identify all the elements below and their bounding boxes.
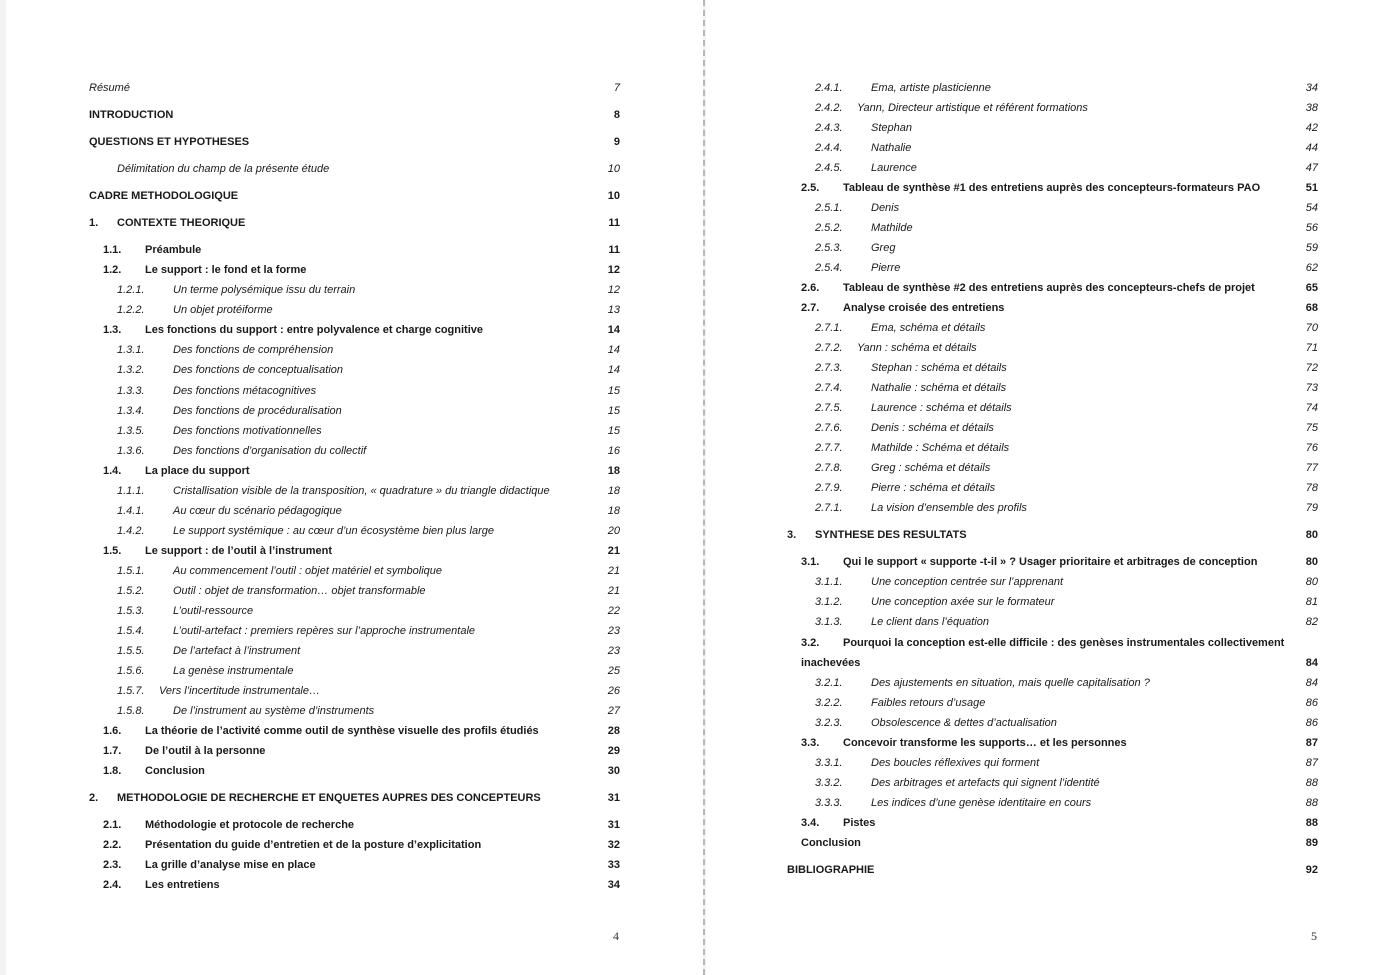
toc-entry-number: 1.5.2. [117, 585, 145, 597]
toc-entry-title[interactable]: Des arbitrages et artefacts qui signent l’identité [871, 777, 1100, 789]
toc-entry-title[interactable]: Tableau de synthèse #2 des entretiens auprès des concepteurs-chefs de projet [843, 282, 1255, 294]
toc-entry-title[interactable]: Délimitation du champ de la présente étude [117, 163, 330, 175]
toc-entry-title[interactable]: Préambule [145, 244, 202, 256]
toc-entry-title[interactable]: L’outil-ressource [173, 605, 254, 617]
toc-entry-title[interactable]: Outil : objet de transformation… objet transformable [173, 585, 426, 597]
toc-entry-number: 1.5.3. [117, 605, 145, 617]
toc-entry-page: 88 [1305, 817, 1318, 829]
toc-entry-number: 1.4.1. [117, 505, 145, 517]
toc-entry-number: 3.1. [801, 556, 820, 568]
toc-entry-title[interactable]: Les indices d’une genèse identitaire en cours [871, 797, 1092, 809]
toc-entry-number: 1.3.3. [117, 385, 145, 397]
toc-entry-title[interactable]: Laurence : schéma et détails [871, 402, 1012, 414]
toc-entry-title[interactable]: Greg [871, 242, 896, 254]
toc-entry-title[interactable]: La place du support [145, 465, 250, 477]
toc-entry-number: 1.7. [103, 745, 122, 757]
toc-entry-title[interactable]: Pierre : schéma et détails [871, 482, 996, 494]
toc-entry-page: 32 [607, 839, 620, 851]
toc-entry-number: 2.7.4. [815, 382, 843, 394]
toc-entry-title[interactable]: Le support : de l’outil à l’instrument [145, 545, 333, 557]
toc-entry-number: 2.4.4. [815, 142, 843, 154]
toc-entry-page: 23 [607, 625, 620, 637]
toc-entry-page: 31 [607, 819, 620, 831]
right-page [706, 0, 1400, 975]
toc-entry-number: 1.5.7. [117, 685, 145, 697]
toc-entry-number: 1.5.4. [117, 625, 145, 637]
toc-entry-title[interactable]: SYNTHESE DES RESULTATS [815, 529, 967, 541]
toc-entry-number: 2.5.3. [815, 242, 843, 254]
toc-entry-title[interactable]: Pistes [843, 817, 876, 829]
toc-entry-title[interactable]: Greg : schéma et détails [871, 462, 991, 474]
toc-entry-number: 3. [787, 529, 797, 541]
toc-entry-page: 81 [1305, 596, 1318, 608]
toc-entry-number: 3.1.2. [815, 596, 843, 608]
toc-entry-number: 1.4.2. [117, 525, 145, 537]
toc-entry-number: 2.7. [801, 302, 820, 314]
toc-entry-number: 3.3.3. [815, 797, 843, 809]
toc-entry-number: 2.3. [103, 859, 122, 871]
toc-entry-page: 71 [1305, 342, 1318, 354]
toc-entry-page: 15 [607, 425, 620, 437]
toc-entry-title[interactable]: Mathilde [871, 222, 913, 234]
toc-entry-page: 73 [1305, 382, 1318, 394]
toc-entry-title[interactable]: Yann : schéma et détails [857, 342, 977, 354]
toc-entry-number: 2.4.5. [815, 162, 843, 174]
toc-entry-title[interactable]: Une conception axée sur le formateur [871, 596, 1055, 608]
page-number-right: 5 [1311, 929, 1317, 943]
toc-entry-page: 7 [613, 82, 620, 94]
toc-entry-title[interactable]: Denis [871, 202, 900, 214]
toc-entry-title[interactable]: BIBLIOGRAPHIE [787, 864, 875, 876]
toc-entry-number: 3.2.1. [815, 677, 843, 689]
toc-entry-title[interactable]: Un objet protéiforme [173, 304, 273, 316]
toc-entry-page: 10 [607, 190, 620, 202]
toc-entry-title[interactable]: Pourquoi la conception est-elle difficile : des genèses instrumentales collectivement [843, 637, 1285, 649]
toc-entry-page: 18 [607, 485, 620, 497]
toc-entry-title[interactable]: inachevées [801, 657, 861, 669]
toc-entry-number: 2.4.3. [815, 122, 843, 134]
toc-entry-title[interactable]: Tableau de synthèse #1 des entretiens auprès des concepteurs-formateurs PAO [843, 182, 1261, 194]
toc-entry-page: 82 [1305, 616, 1318, 628]
toc-entry-number: 1.3.2. [117, 364, 145, 376]
toc-entry-title[interactable]: Yann, Directeur artistique et référent formations [857, 102, 1088, 114]
toc-entry-number: 1. [89, 217, 99, 229]
toc-entry-number: 1.3.4. [117, 405, 145, 417]
toc-entry-page: 13 [607, 304, 620, 316]
toc-entry-number: 1.6. [103, 725, 122, 737]
toc-entry-title[interactable]: Stephan : schéma et détails [871, 362, 1007, 374]
toc-entry-page: 28 [607, 725, 620, 737]
toc-entry-number: 1.2.1. [117, 284, 145, 296]
toc-entry-page: 86 [1305, 717, 1318, 729]
toc-entry-number: 1.3.5. [117, 425, 145, 437]
toc-entry-number: 1.3.1. [117, 344, 145, 356]
toc-entry-number: 1.5.8. [117, 705, 145, 717]
toc-entry-page: 62 [1305, 262, 1318, 274]
toc-entry-page: 44 [1305, 142, 1318, 154]
toc-entry-page: 42 [1305, 122, 1318, 134]
toc-entry-number: 2.7.5. [815, 402, 843, 414]
toc-entry-page: 88 [1305, 777, 1318, 789]
toc-entry-page: 21 [607, 585, 620, 597]
toc-entry-page: 18 [607, 465, 620, 477]
toc-entry-number: 1.5. [103, 545, 122, 557]
toc-entry-number: 3.1.1. [815, 576, 843, 588]
toc-entry-page: 34 [607, 879, 620, 891]
toc-entry-number: 2.5.1. [815, 202, 843, 214]
toc-entry-page: 59 [1305, 242, 1318, 254]
toc-entry-title[interactable]: METHODOLOGIE DE RECHERCHE ET ENQUETES AUPRES DES CONCEPTEURS [117, 792, 541, 804]
toc-entry-number: 2.2. [103, 839, 122, 851]
toc-entry-page: 56 [1305, 222, 1318, 234]
toc-entry-title[interactable]: Denis : schéma et détails [871, 422, 994, 434]
toc-entry-title[interactable]: La grille d’analyse mise en place [145, 859, 316, 871]
toc-entry-page: 15 [607, 405, 620, 417]
toc-entry-page: 12 [607, 284, 620, 296]
page-divider [703, 0, 705, 975]
table-of-contents-right [706, 0, 1400, 975]
toc-entry-number: 2.7.7. [815, 442, 843, 454]
toc-entry-page: 12 [607, 264, 620, 276]
toc-entry-number: 3.4. [801, 817, 820, 829]
toc-entry-title[interactable]: Une conception centrée sur l’apprenant [871, 576, 1064, 588]
toc-entry-page: 16 [607, 445, 620, 457]
toc-entry-page: 38 [1305, 102, 1318, 114]
toc-entry-title[interactable]: La théorie de l’activité comme outil de synthèse visuelle des profils étudiés [145, 725, 539, 737]
toc-entry-page: 8 [613, 109, 620, 121]
toc-entry-number: 3.3.1. [815, 757, 843, 769]
toc-entry-page: 22 [607, 605, 620, 617]
toc-entry-title[interactable]: Des fonctions motivationnelles [173, 425, 322, 437]
toc-entry-number: 2.7.8. [815, 462, 843, 474]
left-page [6, 0, 703, 975]
toc-entry-title[interactable]: Les entretiens [145, 879, 220, 891]
toc-entry-page: 84 [1305, 677, 1318, 689]
toc-entry-title[interactable]: Des fonctions de compréhension [173, 344, 334, 356]
toc-entry-title[interactable]: Laurence [871, 162, 917, 174]
toc-entry-page: 20 [607, 525, 620, 537]
toc-entry-page: 23 [607, 645, 620, 657]
toc-entry-title[interactable]: Le support : le fond et la forme [145, 264, 307, 276]
toc-entry-number: 2.7.3. [815, 362, 843, 374]
toc-entry-number: 3.2.2. [815, 697, 843, 709]
toc-entry-number: 3.2. [801, 637, 820, 649]
toc-entry-page: 65 [1305, 282, 1318, 294]
toc-entry-title[interactable]: Des boucles réflexives qui forment [871, 757, 1040, 769]
toc-entry-number: 1.3. [103, 324, 122, 336]
toc-entry-page: 75 [1305, 422, 1318, 434]
toc-entry-title[interactable]: Le client dans l’équation [871, 616, 990, 628]
toc-entry-number: 1.8. [103, 765, 122, 777]
toc-entry-number: 1.5.6. [117, 665, 145, 677]
toc-entry-title[interactable]: Pierre [871, 262, 901, 274]
toc-entry-page: 11 [608, 217, 620, 229]
toc-entry-page: 80 [1305, 556, 1318, 568]
toc-entry-page: 86 [1305, 697, 1318, 709]
toc-entry-page: 21 [607, 545, 620, 557]
toc-entry-page: 72 [1305, 362, 1318, 374]
toc-entry-title[interactable]: Concevoir transforme les supports… et les personnes [843, 737, 1127, 749]
toc-entry-number: 3.3.2. [815, 777, 843, 789]
toc-entry-title[interactable]: Obsolescence & dettes d’actualisation [871, 717, 1057, 729]
toc-entry-page: 18 [607, 505, 620, 517]
toc-entry-title[interactable]: La vision d’ensemble des profils [871, 502, 1027, 514]
toc-entry-number: 3.3. [801, 737, 820, 749]
page-number-left: 4 [613, 929, 619, 943]
toc-entry-page: 15 [607, 385, 620, 397]
toc-entry-page: 33 [607, 859, 620, 871]
toc-entry-number: 3.1.3. [815, 616, 843, 628]
toc-entry-title[interactable]: Les fonctions du support : entre polyvalence et charge cognitive [145, 324, 484, 336]
toc-entry-number: 1.2. [103, 264, 122, 276]
toc-entry-title[interactable]: Analyse croisée des entretiens [843, 302, 1005, 314]
toc-entry-number: 1.5.5. [117, 645, 145, 657]
toc-entry-title[interactable]: L’outil-artefact : premiers repères sur l’approche instrumentale [173, 625, 476, 637]
toc-entry-page: 51 [1305, 182, 1318, 194]
toc-entry-number: 2.5.4. [815, 262, 843, 274]
toc-entry-page: 89 [1305, 837, 1318, 849]
toc-entry-page: 74 [1305, 402, 1318, 414]
toc-entry-title[interactable]: Présentation du guide d’entretien et de la posture d’explicitation [145, 839, 482, 851]
toc-entry-number: 3.2.3. [815, 717, 843, 729]
toc-entry-number: 2.7.1. [815, 322, 843, 334]
toc-entry-title[interactable]: Nathalie : schéma et détails [871, 382, 1007, 394]
toc-entry-title[interactable]: Ema, schéma et détails [871, 322, 986, 334]
toc-entry-page: 30 [607, 765, 620, 777]
toc-entry-page: 14 [607, 364, 620, 376]
toc-entry-title[interactable]: Ema, artiste plasticienne [871, 82, 991, 94]
toc-entry-page: 54 [1305, 202, 1318, 214]
toc-entry-title[interactable]: INTRODUCTION [89, 109, 174, 121]
toc-entry-page: 10 [607, 163, 620, 175]
toc-entry-title[interactable]: Méthodologie et protocole de recherche [145, 819, 355, 831]
toc-entry-page: 77 [1305, 462, 1318, 474]
toc-entry-number: 2.7.6. [815, 422, 843, 434]
toc-entry-title[interactable]: De l’artefact à l’instrument [173, 645, 301, 657]
toc-entry-number: 1.3.6. [117, 445, 145, 457]
toc-entry-page: 21 [607, 565, 620, 577]
toc-entry-title[interactable]: Au cœur du scénario pédagogique [173, 505, 342, 517]
toc-entry-page: 14 [607, 344, 620, 356]
toc-entry-title[interactable]: CONTEXTE THEORIQUE [117, 217, 246, 229]
toc-entry-page: 79 [1305, 502, 1318, 514]
toc-entry-number: 2.4.1. [815, 82, 843, 94]
toc-entry-title[interactable]: La genèse instrumentale [173, 665, 294, 677]
toc-entry-title[interactable]: Des ajustements en situation, mais quelle capitalisation ? [871, 677, 1150, 689]
toc-entry-page: 88 [1305, 797, 1318, 809]
toc-entry-number: 1.1.1. [117, 485, 145, 497]
toc-entry-title[interactable]: Qui le support « supporte -t-il » ? Usager prioritaire et arbitrages de conception [843, 556, 1258, 568]
toc-entry-title[interactable]: Nathalie [871, 142, 912, 154]
toc-entry-number: 1.5.1. [117, 565, 145, 577]
toc-entry-page: 87 [1305, 737, 1318, 749]
toc-entry-page: 27 [607, 705, 620, 717]
toc-entry-page: 84 [1305, 657, 1318, 669]
toc-entry-title[interactable]: Le support systémique : au cœur d’un écosystème bien plus large [173, 525, 494, 537]
toc-entry-page: 76 [1305, 442, 1318, 454]
toc-entry-number: 2.4. [103, 879, 122, 891]
toc-entry-title[interactable]: Des fonctions de conceptualisation [173, 364, 343, 376]
toc-entry-page: 31 [607, 792, 620, 804]
toc-entry-title[interactable]: Conclusion [145, 765, 205, 777]
toc-entry-page: 47 [1305, 162, 1318, 174]
toc-entry-page: 80 [1305, 529, 1318, 541]
toc-entry-page: 11 [608, 244, 620, 256]
toc-entry-number: 2.6. [801, 282, 820, 294]
toc-entry-page: 78 [1305, 482, 1318, 494]
toc-entry-number: 2.5.2. [815, 222, 843, 234]
toc-entry-page: 25 [607, 665, 620, 677]
toc-entry-number: 1.4. [103, 465, 122, 477]
toc-entry-number: 2.4.2. [815, 102, 843, 114]
toc-entry-title[interactable]: Des fonctions d’organisation du collectif [173, 445, 367, 457]
toc-entry-title[interactable]: Un terme polysémique issu du terrain [173, 284, 356, 296]
toc-entry-number: 1.1. [103, 244, 122, 256]
toc-entry-title[interactable]: Stephan [871, 122, 912, 134]
toc-entry-number: 1.2.2. [117, 304, 145, 316]
toc-entry-number: 2.1. [103, 819, 122, 831]
toc-entry-page: 14 [607, 324, 620, 336]
toc-entry-number: 2.7.9. [815, 482, 843, 494]
toc-entry-page: 9 [613, 136, 620, 148]
toc-entry-page: 34 [1305, 82, 1318, 94]
toc-entry-page: 80 [1305, 576, 1318, 588]
toc-entry-number: 2.7.1. [815, 502, 843, 514]
toc-entry-page: 87 [1305, 757, 1318, 769]
toc-entry-title[interactable]: Conclusion [801, 837, 861, 849]
toc-entry-number: 2.5. [801, 182, 820, 194]
toc-entry-title[interactable]: Mathilde : Schéma et détails [871, 442, 1010, 454]
toc-entry-title[interactable]: CADRE METHODOLOGIQUE [89, 190, 239, 202]
toc-entry-number: 2. [89, 792, 99, 804]
toc-entry-title[interactable]: Résumé [89, 82, 130, 94]
toc-entry-title[interactable]: Cristallisation visible de la transposition, « quadrature » du triangle didactique [173, 485, 550, 497]
toc-entry-title[interactable]: Des fonctions de procéduralisation [173, 405, 342, 417]
toc-entry-title[interactable]: Au commencement l’outil : objet matériel et symbolique [173, 565, 443, 577]
toc-entry-number: 2.7.2. [815, 342, 843, 354]
toc-entry-title[interactable]: Des fonctions métacognitives [173, 385, 317, 397]
toc-entry-page: 68 [1305, 302, 1318, 314]
toc-entry-title[interactable]: Faibles retours d’usage [871, 697, 986, 709]
table-of-contents-left [6, 0, 703, 975]
toc-entry-page: 26 [607, 685, 620, 697]
toc-entry-title[interactable]: QUESTIONS ET HYPOTHESES [89, 136, 250, 148]
toc-entry-page: 29 [607, 745, 620, 757]
toc-entry-title[interactable]: De l’outil à la personne [145, 745, 266, 757]
toc-entry-page: 70 [1305, 322, 1318, 334]
toc-entry-page: 92 [1305, 864, 1318, 876]
toc-entry-title[interactable]: De l’instrument au système d’instruments [173, 705, 375, 717]
toc-entry-title[interactable]: Vers l’incertitude instrumentale… [159, 685, 320, 697]
